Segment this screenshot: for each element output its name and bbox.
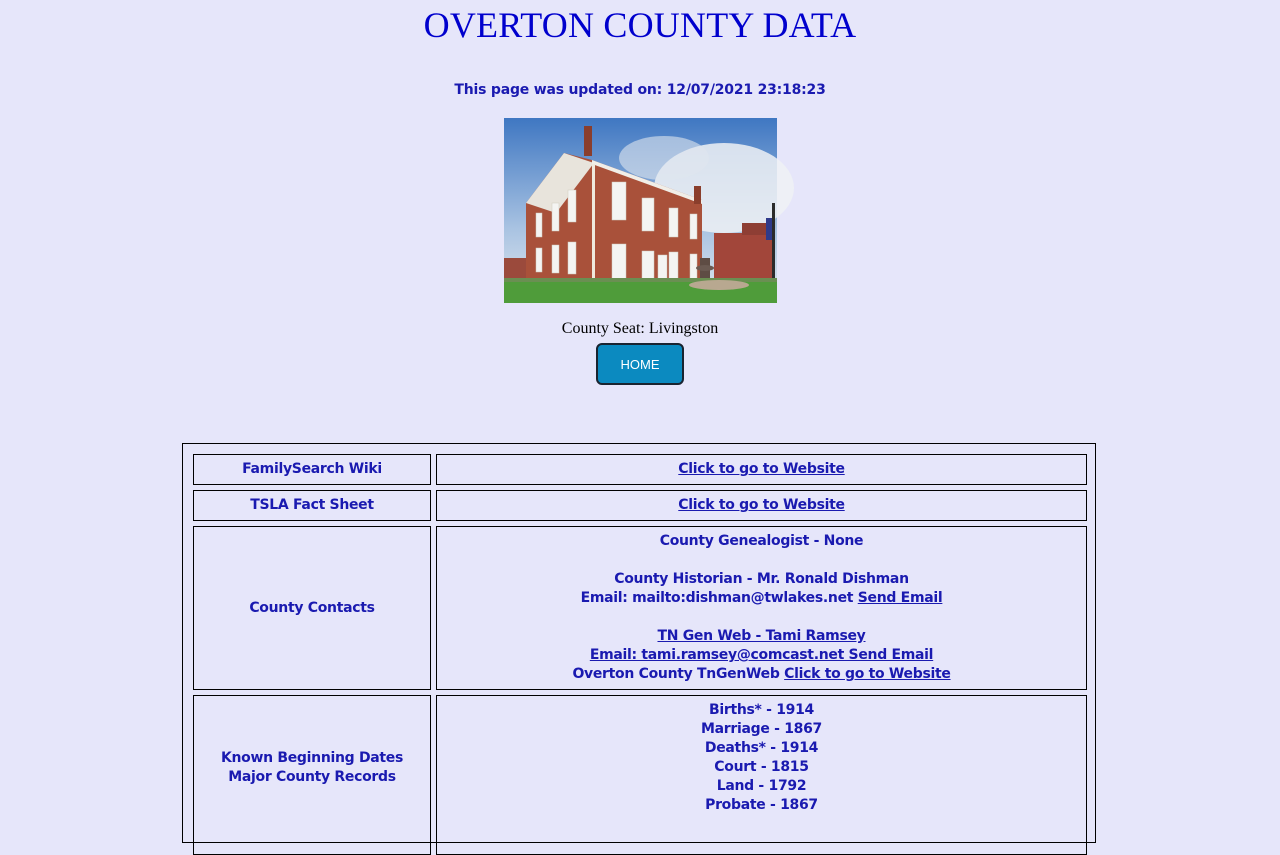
records-label-line2: Major County Records xyxy=(228,769,396,785)
record-probate: Probate - 1867 xyxy=(705,797,818,813)
row-records-label xyxy=(193,695,431,855)
historian-send-email-link[interactable]: Send Email xyxy=(857,590,943,606)
contacts-label: County Contacts xyxy=(249,599,375,616)
row-familysearch-link-cell xyxy=(436,454,1087,485)
county-historian: County Historian - Mr. Ronald Dishman xyxy=(614,571,909,587)
record-marriage: Marriage - 1867 xyxy=(701,721,822,737)
row-contacts-details xyxy=(436,526,1087,690)
tsla-label: TSLA Fact Sheet xyxy=(250,497,374,513)
row-familysearch-label xyxy=(193,454,431,485)
tngenweb-site-label: Overton County TnGenWeb xyxy=(572,666,785,682)
row-contacts-label xyxy=(193,526,431,690)
page-title: OVERTON COUNTY DATA xyxy=(423,5,857,45)
tsla-website-link[interactable]: Click to go to Website xyxy=(678,497,845,513)
tngenweb-website-link[interactable]: Click to go to Website xyxy=(784,666,951,682)
county-data-table xyxy=(182,443,1096,843)
row-tsla-label xyxy=(193,490,431,521)
tngenweb-email-link[interactable]: Email: tami.ramsey@comcast.net Send Email xyxy=(589,647,934,663)
tngenweb-contact-link[interactable]: TN Gen Web - Tami Ramsey xyxy=(657,628,866,644)
record-land: Land - 1792 xyxy=(716,778,807,794)
record-births: Births* - 1914 xyxy=(708,702,814,718)
county-seat: County Seat: Livingston xyxy=(561,320,719,337)
records-label-line1: Known Beginning Dates xyxy=(220,750,404,766)
historian-email: Email: mailto:dishman@twlakes.net xyxy=(580,590,858,606)
familysearch-website-link[interactable]: Click to go to Website xyxy=(678,461,845,477)
familysearch-label: FamilySearch Wiki xyxy=(242,461,382,477)
home-button[interactable]: HOME xyxy=(596,343,684,385)
county-genealogist: County Genealogist - None xyxy=(659,533,864,549)
row-records-dates xyxy=(436,695,1087,855)
record-court: Court - 1815 xyxy=(714,759,809,775)
tngenweb-site-line xyxy=(572,665,950,684)
row-tsla-link-cell xyxy=(436,490,1087,521)
courthouse-photo xyxy=(504,118,777,303)
updated-timestamp: This page was updated on: 12/07/2021 23:18:23 xyxy=(454,82,826,98)
record-deaths: Deaths* - 1914 xyxy=(704,740,819,756)
historian-email-line xyxy=(581,589,943,608)
